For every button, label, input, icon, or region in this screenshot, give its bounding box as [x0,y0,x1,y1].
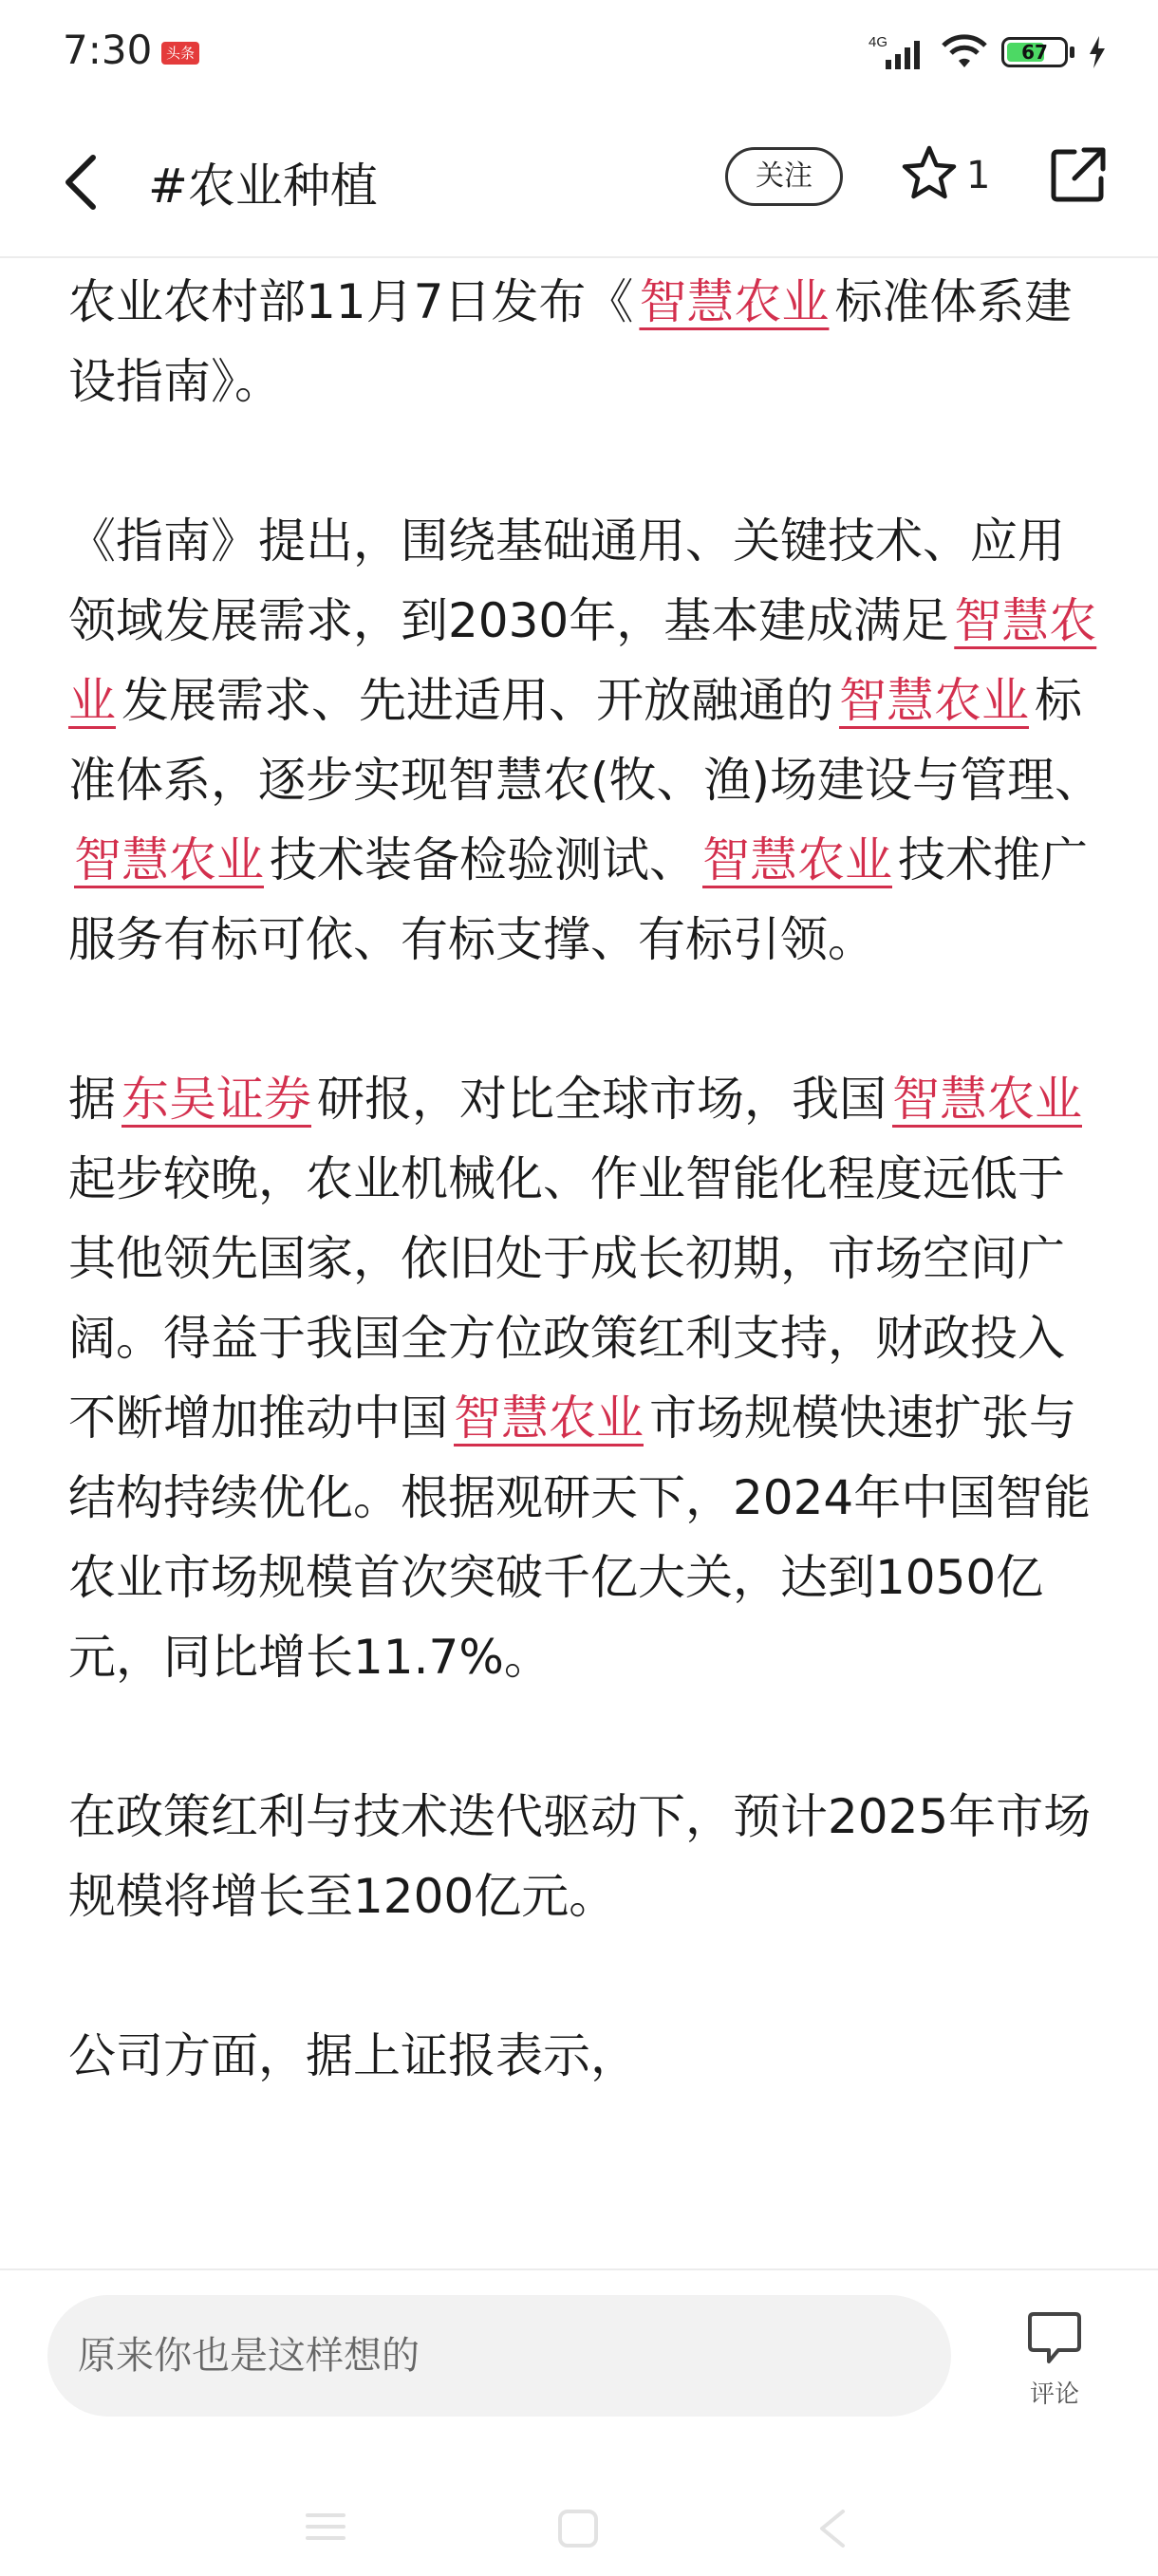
system-nav-bar [0,2508,1158,2565]
keyword-link[interactable]: 东吴证券 [121,1072,311,1127]
share-button[interactable] [1048,144,1109,205]
keyword-link[interactable]: 智慧农业 [839,673,1029,728]
top-nav-bar [0,104,1158,258]
share-icon [1048,144,1109,205]
keyword-link[interactable]: 智慧农业 [639,274,830,329]
article-paragraph [68,501,1103,980]
paragraph-text: 据 [68,1072,116,1127]
paragraph-text: 技术装备检验测试、 [270,832,697,887]
battery-percent: 67 [1021,41,1048,64]
comment-label: 评论 [1029,2380,1079,2409]
status-time: 7:30 [63,27,153,73]
follow-button[interactable]: 关注 [725,147,843,206]
back-button[interactable] [53,144,110,220]
charging-icon [1088,36,1107,68]
nav-back-icon[interactable] [814,2508,852,2549]
article-paragraph [68,1059,1103,1697]
article-paragraph [68,262,1103,421]
article-paragraph [68,1777,1103,1936]
comment-button[interactable] [1012,2310,1097,2415]
keyword-link[interactable]: 智慧农业 [454,1391,644,1446]
page-title: #农业种植 [148,159,378,214]
network-type-label: 4G [868,34,888,50]
signal-icon [868,33,927,71]
menu-icon[interactable] [304,2508,347,2546]
paragraph-text: 农业农村部11月7日发布《 [68,274,634,329]
favorite-button[interactable] [898,142,961,205]
paragraph-text: 在政策红利与技术迭代驱动下，预计2025年市场规模将增长至1200亿元。 [68,1789,1092,1924]
paragraph-text: 《指南》提出，围绕基础通用、关键技术、应用领域发展需求，到2030年，基本建成满足 [68,513,1065,648]
keyword-link[interactable]: 智慧农业 [74,832,264,887]
paragraph-text: 标准体系，逐步实现智慧农(牧、渔)场建设与管理、 [68,673,1103,808]
article-paragraph [68,2016,1103,2096]
battery-tip [1070,47,1074,58]
comment-input[interactable]: 原来你也是这样想的 [47,2295,951,2417]
paragraph-text: 市场规模快速扩张与结构持续优化。根据观研天下，2024年中国智能农业市场规模首次突破千亿大关，达到1050亿元，同比增长11.7%。 [68,1391,1092,1685]
home-icon[interactable] [556,2508,600,2549]
star-icon [898,142,961,205]
comment-icon [1026,2310,1083,2365]
paragraph-text: 标准体系建设指南》。 [68,274,1073,409]
article-body [68,262,1103,2175]
paragraph-text: 公司方面，据上证报表示， [68,2028,638,2083]
wifi-icon [941,33,988,71]
bottom-comment-bar [0,2268,1158,2576]
app-badge-icon: 头条 [161,42,199,65]
paragraph-text: 发展需求、先进适用、开放融通的 [121,673,833,728]
battery-icon [1001,37,1068,67]
paragraph-text: 技术推广服务有标可依、有标支撑、有标引领。 [68,832,1088,967]
keyword-link[interactable]: 智慧农业 [702,832,892,887]
paragraph-text: 起步较晚，农业机械化、作业智能化程度远低于其他领先国家，依旧处于成长初期，市场空间广阔。得益于我国全方位政策红利支持，财政投入不断增加推动中国 [68,1151,1065,1446]
favorite-count: 1 [966,154,991,197]
paragraph-text: 研报，对比全球市场，我国 [317,1072,887,1127]
back-arrow-icon [53,144,110,220]
keyword-link[interactable]: 智慧农业 [68,593,1097,728]
keyword-link[interactable]: 智慧农业 [892,1072,1082,1127]
status-indicators [868,28,1107,76]
status-bar [0,0,1158,104]
